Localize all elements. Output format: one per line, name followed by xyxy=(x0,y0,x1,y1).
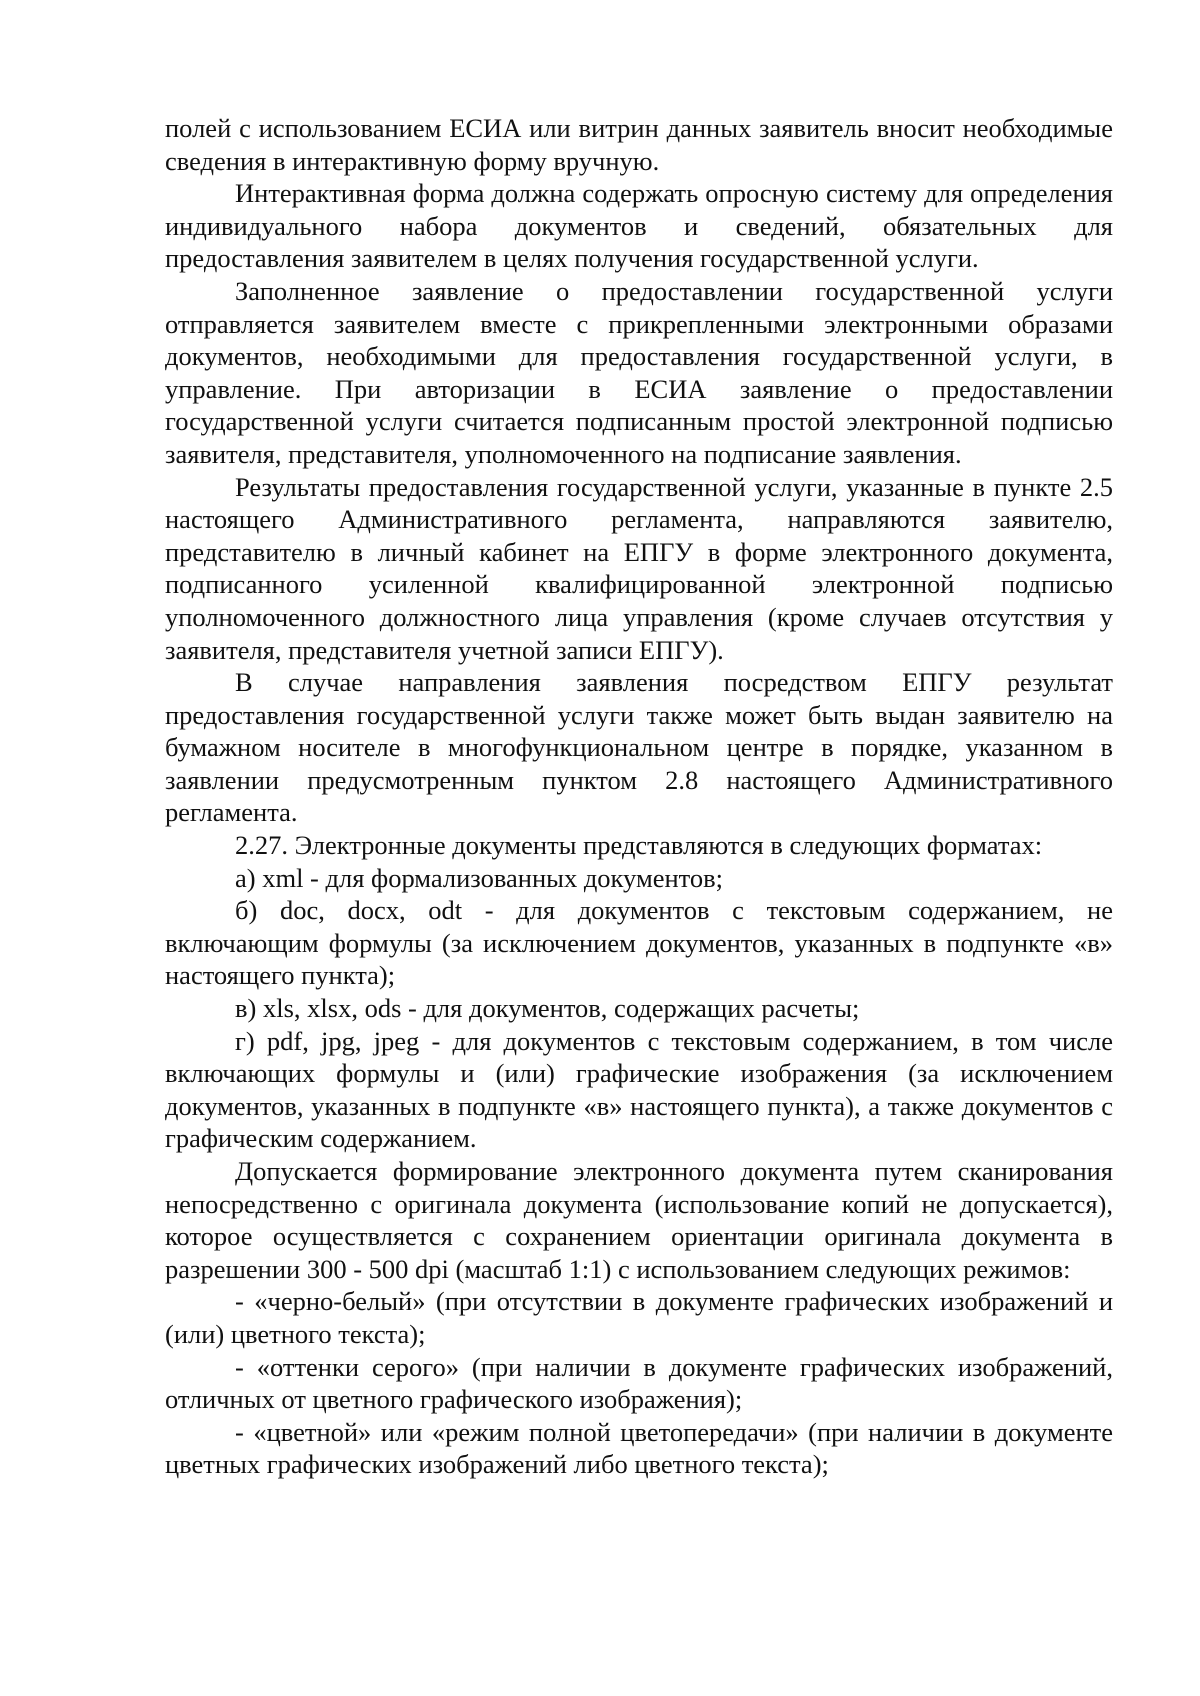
list-item-xml: а) xml - для формализованных документов; xyxy=(235,862,724,893)
paragraph-formats-heading: 2.27. Электронные документы представляются в следующих форматах: xyxy=(235,830,1043,861)
paragraph-continuation: полей с использованием ЕСИА или витрин данных заявитель вносит необходимые сведения в интерактивную форму вручную. xyxy=(165,113,1113,176)
paragraph-filled-application: Заполненное заявление о предоставлении государственной услуги отправляется заявителем вместе с прикрепленными электронными образами документов, необходимыми для предоставления государственной услуги, в управление. При авторизации в ЕСИА заявление о предоставлении государственной услуги считается подписанным простой электронной подписью заявителя, представителя, уполномоченного на подписание заявления. xyxy=(165,275,1113,469)
paragraph-interactive-form: Интерактивная форма должна содержать опросную систему для определения индивидуального набора документов и сведений, обязательных для предоставления заявителем в целях получения государственной услуги. xyxy=(165,178,1113,274)
list-item-pdf: г) pdf, jpg, jpeg - для документов с текстовым содержанием, в том числе включающих формулы и (или) графические изображения (за исключением документов, указанных в подпункте «в» настоящего пункта), а также документов с графическим содержанием. xyxy=(165,1025,1113,1154)
list-item-color: - «цветной» или «режим полной цветопередачи» (при наличии в документе цветных графических изображений либо цветного текста); xyxy=(165,1416,1113,1480)
list-item-doc: б) doc, docx, odt - для документов с текстовым содержанием, не включающим формулы (за исключением документов, указанных в подпункте «в» настоящего пункта); xyxy=(165,895,1113,991)
paragraph-scanning: Допускается формирование электронного документа путем сканирования непосредственно с оригинала документа (использование копий не допускается), которое осуществляется с сохранением ориентации оригинала документа в разрешении 300 - 500 dpi (масштаб 1:1) с использованием следующих режимов: xyxy=(165,1156,1113,1284)
paragraph-epgu-case: В случае направления заявления посредством ЕПГУ результат предоставления государственной услуги также может быть выдан заявителю на бумажном носителе в многофункциональном центре в порядке, указанном в заявлении предусмотренным пунктом 2.8 настоящего Административного регламента. xyxy=(165,667,1113,828)
paragraph-results: Результаты предоставления государственной услуги, указанные в пункте 2.5 настоящего Административного регламента, направляются заявителю, представителю в личный кабинет на ЕПГУ в форме электронного документа, подписанного усиленной квалифицированной электронной подписью уполномоченного должностного лица управления (кроме случаев отсутствия у заявителя, представителя учетной записи ЕПГУ). xyxy=(165,471,1113,665)
list-item-black-white: - «черно-белый» (при отсутствии в документе графических изображений и (или) цветного текста); xyxy=(165,1286,1113,1349)
list-item-grayscale: - «оттенки серого» (при наличии в документе графических изображений, отличных от цветного графического изображения); xyxy=(165,1351,1113,1415)
document-body xyxy=(165,112,1113,1481)
list-item-xls: в) xls, xlsx, ods - для документов, содержащих расчеты; xyxy=(235,993,860,1024)
